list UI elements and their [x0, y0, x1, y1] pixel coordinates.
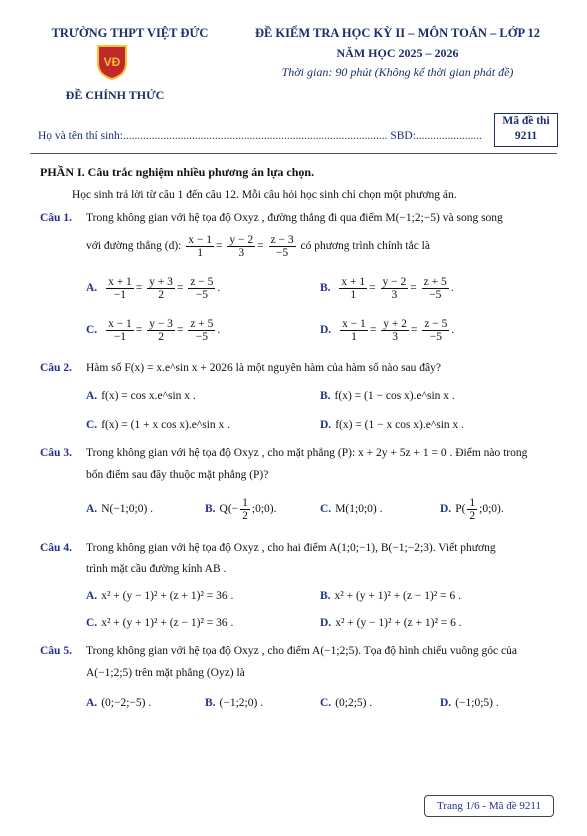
- q1-b-num-1: x + 1: [341, 276, 366, 288]
- q3-b-label: B.: [205, 503, 216, 516]
- q1-dd-den-3: −5: [429, 331, 442, 344]
- q3-c-label: C.: [320, 503, 332, 515]
- q2-option-d[interactable]: [320, 419, 464, 431]
- q4-c-text: x² + (y + 1)² + (z − 1)² = 36 .: [101, 617, 234, 629]
- q1-b-den-3: −5: [429, 289, 442, 302]
- q5-d-label: D.: [440, 697, 452, 709]
- q4-text-line1: Trong không gian với hệ tọa độ Oxyz , cho hai điểm A(1;0;−1), B(−1;−2;3). Viết phương: [86, 542, 496, 554]
- q3-b-den: 2: [242, 510, 248, 523]
- q1-dd-num-2: y + 2: [383, 318, 407, 330]
- q4-option-d[interactable]: [320, 617, 462, 629]
- q1-dd-num-1: x − 1: [342, 318, 366, 330]
- q1-a-den-2: 2: [158, 289, 164, 302]
- school-name: TRƯỜNG THPT VIỆT ĐỨC: [51, 26, 209, 40]
- q3-text-line1: Trong không gian với hệ tọa độ Oxyz , cho mặt phẳng (P): x + 2y + 5z + 1 = 0 . Điểm nào trong: [86, 447, 528, 459]
- q3-c-text: M(1;0;0) .: [335, 503, 383, 515]
- q1-option-c[interactable]: C. $\frac{x - 1}{-1}$ = $\frac{y - 3}{2}$ = $\frac{z + 5}{-5}$ .: [86, 318, 221, 344]
- sbd-blank: .......................: [415, 130, 483, 142]
- exam-code-value: 9211: [514, 130, 538, 142]
- exam-code-label: Mã đề thi: [502, 115, 550, 127]
- q3-b-pre: Q(−: [219, 503, 239, 516]
- q1-c-den-3: −5: [195, 331, 208, 344]
- q3-d-den: 2: [469, 510, 476, 523]
- exam-title: ĐỀ KIỂM TRA HỌC KỲ II – MÔN TOÁN – LỚP 12: [254, 26, 541, 40]
- q2-text: Hàm số F(x) = x.e^sin x + 2026 là một nguyên hàm của hàm số nào sau đây?: [86, 362, 441, 374]
- q2-d-label: D.: [320, 419, 332, 431]
- q1-dd-den-1: 1: [351, 331, 357, 344]
- q2-d-text: f(x) = (1 − x cos x).e^sin x .: [335, 419, 465, 431]
- name-label: Họ và tên thí sinh:: [38, 130, 123, 142]
- q1-option-b[interactable]: B. $\frac{x + 1}{1}$ = $\frac{y - 2}{3}$ = $\frac{z + 5}{-5}$ .: [320, 276, 454, 302]
- q4-b-label: B.: [320, 590, 331, 602]
- q3-label: Câu 3.: [40, 447, 72, 459]
- q2-b-label: B.: [320, 390, 331, 402]
- q5-text-line1: Trong không gian với hệ tọa độ Oxyz , cho điểm A(−1;2;5). Tọa độ hình chiếu vuông góc của: [86, 645, 517, 657]
- q3-d-num: 1: [469, 497, 476, 509]
- q5-option-a[interactable]: [86, 697, 151, 709]
- student-info: [38, 130, 482, 142]
- q1-d-label: D.: [320, 324, 332, 337]
- q1-d-num-3: z − 3: [270, 234, 294, 246]
- q1-text-line2: với đường thẳng (d): $\frac{x - 1}{1}$ = $\frac{y - 2}{3}$ = $\frac{z - 3}{-5}$ có phương trình chính tắc là: [86, 234, 430, 260]
- q5-label: Câu 5.: [40, 645, 72, 657]
- q1-text2a: với đường thẳng (d):: [86, 240, 182, 253]
- q2-b-text: f(x) = (1 − cos x).e^sin x .: [334, 390, 455, 402]
- school-logo-icon: [95, 43, 129, 81]
- exam-time: Thời gian: 90 phút (Không kể thời gian phát đề): [281, 65, 514, 79]
- q5-c-text: (0;2;5) .: [335, 697, 373, 709]
- q4-label: Câu 4.: [40, 542, 72, 554]
- q5-option-b[interactable]: [205, 697, 263, 709]
- school-year: NĂM HỌC 2025 – 2026: [336, 46, 459, 60]
- q1-a-num-2: y + 3: [149, 276, 173, 288]
- q3-b-post: ;0;0).: [251, 503, 277, 516]
- sbd-label: SBD:: [390, 130, 416, 142]
- q4-text-line2: trình mặt cầu đường kính AB .: [86, 563, 227, 575]
- q4-option-c[interactable]: [86, 617, 233, 629]
- q2-c-text: f(x) = (1 + x cos x).e^sin x .: [101, 419, 231, 431]
- q1-b-num-2: y − 2: [382, 276, 407, 288]
- q1-label: Câu 1.: [40, 212, 72, 224]
- q3-d-post: ;0;0).: [479, 503, 504, 516]
- q1-b-den-1: 1: [350, 289, 357, 302]
- q4-d-label: D.: [320, 617, 332, 629]
- q4-d-text: x² + (y − 1)² + (z + 1)² = 6 .: [335, 617, 462, 629]
- q1-dd-den-2: 3: [392, 331, 398, 344]
- q5-option-d[interactable]: [440, 697, 499, 709]
- q5-b-label: B.: [205, 697, 216, 709]
- q5-c-label: C.: [320, 697, 332, 709]
- q3-d-label: D.: [440, 503, 452, 516]
- q4-a-label: A.: [86, 590, 98, 602]
- q2-label: Câu 2.: [40, 362, 72, 374]
- q2-option-b[interactable]: [320, 390, 455, 402]
- q1-c-num-1: x − 1: [108, 318, 132, 330]
- q4-option-b[interactable]: [320, 590, 461, 602]
- q3-option-b[interactable]: [205, 497, 277, 522]
- page-footer: Trang 1/6 - Mã đề 9211: [424, 795, 554, 817]
- q1-d-num-1: x − 1: [188, 234, 212, 246]
- section-title: PHẦN I. Câu trắc nghiệm nhiều phương án lựa chọn.: [40, 165, 315, 179]
- q1-a-label: A.: [86, 282, 98, 295]
- q5-option-c[interactable]: [320, 697, 372, 709]
- q1-option-a[interactable]: A. $\frac{x + 1}{-1}$ = $\frac{y + 3}{2}$ = $\frac{z - 5}{-5}$ .: [86, 276, 221, 302]
- q1-d-den-3: −5: [275, 247, 289, 260]
- q1-a-num-1: x + 1: [108, 276, 132, 288]
- q1-text2b: có phương trình chính tắc là: [300, 240, 430, 253]
- q5-a-label: A.: [86, 697, 98, 709]
- q1-d-num-2: y − 2: [229, 234, 254, 246]
- q3-a-label: A.: [86, 503, 98, 515]
- q1-a-den-3: −5: [195, 289, 208, 302]
- section-instruction: Học sinh trả lời từ câu 1 đến câu 12. Mỗi câu hỏi học sinh chỉ chọn một phương án.: [72, 189, 457, 201]
- q3-a-text: N(−1;0;0) .: [101, 503, 154, 515]
- q3-option-a[interactable]: [86, 503, 153, 515]
- q1-c-num-3: z + 5: [190, 318, 214, 330]
- q2-option-c[interactable]: [86, 419, 230, 431]
- q1-c-den-2: 2: [158, 331, 164, 344]
- exam-code-box: [494, 113, 558, 147]
- name-blank: ............................................................................................: [122, 130, 388, 142]
- q4-b-text: x² + (y + 1)² + (z − 1)² = 6 .: [334, 590, 461, 602]
- q1-a-den-1: −1: [113, 289, 127, 302]
- q1-c-label: C.: [86, 324, 98, 337]
- q1-text-line1: Trong không gian với hệ tọa độ Oxyz , đường thẳng đi qua điểm M(−1;2;−5) và song song: [86, 212, 503, 224]
- q1-option-d[interactable]: D. $\frac{x - 1}{1}$ = $\frac{y + 2}{3}$ = $\frac{z - 5}{-5}$ .: [320, 318, 455, 344]
- q5-a-text: (0;−2;−5) .: [101, 697, 152, 709]
- q1-b-num-3: z + 5: [423, 276, 447, 288]
- q1-d-den-2: 3: [238, 247, 245, 260]
- q1-c-num-2: y − 3: [149, 318, 173, 330]
- q3-text-line2: bốn điểm sau đây thuộc mặt phẳng (P)?: [86, 469, 269, 481]
- q3-b-num: 1: [242, 497, 248, 509]
- q2-a-label: A.: [86, 390, 98, 402]
- q1-a-num-3: z − 5: [190, 276, 214, 288]
- q3-option-c[interactable]: [320, 503, 382, 515]
- q3-d-pre: P(: [455, 503, 466, 516]
- q3-option-d[interactable]: [440, 497, 504, 522]
- q4-c-label: C.: [86, 617, 98, 629]
- q1-b-label: B.: [320, 282, 331, 295]
- official-label: ĐỀ CHÍNH THỨC: [65, 88, 165, 102]
- q1-b-den-2: 3: [391, 289, 398, 302]
- svg-text:VĐ: VĐ: [103, 55, 121, 69]
- q5-text-line2: A(−1;2;5) trên mặt phẳng (Oyz) là: [86, 667, 245, 679]
- q2-a-text: f(x) = cos x.e^sin x .: [101, 390, 196, 402]
- q4-option-a[interactable]: [86, 590, 233, 602]
- q5-d-text: (−1;0;5) .: [455, 697, 499, 709]
- q1-c-den-1: −1: [113, 331, 127, 344]
- q2-option-a[interactable]: [86, 390, 196, 402]
- q5-b-text: (−1;2;0) .: [219, 697, 264, 709]
- header-divider: [30, 153, 557, 154]
- q1-dd-num-3: z − 5: [424, 318, 448, 330]
- q4-a-text: x² + (y − 1)² + (z + 1)² = 36 .: [101, 590, 234, 602]
- q2-c-label: C.: [86, 419, 98, 431]
- q1-d-den-1: 1: [197, 247, 203, 260]
